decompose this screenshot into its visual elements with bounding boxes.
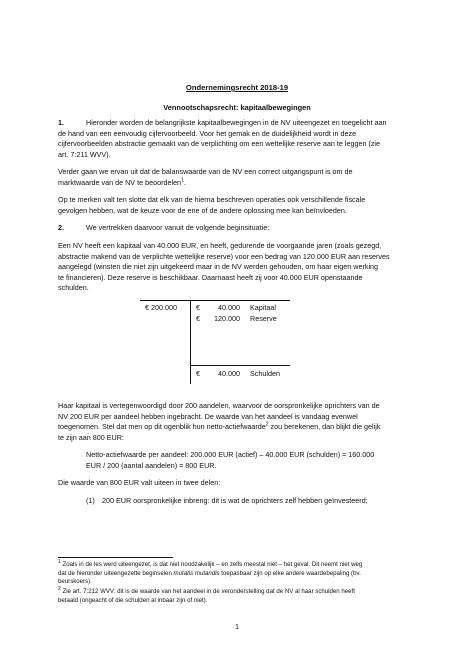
balance-row-1-currency: € (196, 303, 200, 312)
para-4-line-2: abstractie makend van de verplichte wettelijke reserve) voor een bedrag van 120.000 EUR aan reserves (58, 251, 390, 261)
para-2-line-1: Verder gaan we ervan uit dat de balanswaarde van de NV een correct uitgangspunt is om de (58, 167, 353, 176)
footnote-ref-2: 2 (265, 421, 269, 428)
footnote-2-line-1: $^2$ Zie art. 7:212 WVV: dit is de waarde van het aandeel in de veronderstelling dat de NV al haar schulden heeft (58, 585, 355, 595)
balance-row-1-amount: 40.000 (218, 303, 240, 312)
footnote-1-line-2: dat de hieronder uiteengezette beginselen mutatis mutandis toepasbaar zijn op elke andere waardebepaling (bv. (58, 569, 361, 577)
list-item-1-text: 200 EUR oorspronkelijke inbreng: dit is wat de oprichters zelf hebben geïnvesteerd; (102, 496, 368, 505)
footnote-1-line-3: beurskoers). (58, 578, 92, 586)
calc-line-1: Netto-actiefwaarde per aandeel: 200.000 EUR (actief) – 40.000 EUR (schulden) = 160.000 (86, 450, 375, 459)
para-6: Die waarde van 800 EUR valt uiteen in twee delen: (58, 478, 221, 487)
list-item-1-marker: (1) (86, 496, 95, 505)
section-1-line-4: art. 7:211 WVV). (58, 149, 111, 159)
balance-top-line (140, 300, 290, 301)
balance-divider (190, 300, 191, 384)
balance-row-1-label: Kapitaal (250, 303, 276, 312)
balance-row-3-label: Schulden (250, 369, 280, 378)
calc-line-2: EUR / 200 (aantal aandelen) = 800 EUR. (86, 460, 217, 470)
section-1-line-3: cijfervoorbeelden abstractie gemaakt van de verplichting om een wettelijke reserve aan te leggen (zie (58, 139, 381, 148)
document-title: Ondernemingsrecht 2018-19 (185, 83, 289, 92)
section-1-line-2: de hand van een eenvoudig cijfervoorbeeld. Voor het gemak en de duidelijkheid wordt in deze (58, 128, 357, 138)
para-3-line-1: Op te merken valt ten slotte dat elk van de hierna beschreven operaties ook verschillende fiscale (58, 195, 366, 204)
balance-subtotal-line (190, 365, 290, 366)
footnote-separator (58, 557, 173, 558)
section-2-heading: We vertrekken daarvoor vanuit de volgende beginsituatie: (86, 223, 270, 232)
footnote-2-line-2: betaald (ongeacht of die schulden al inbaar zijn of niet). (58, 596, 208, 604)
para-5-line-2: NV 200 EUR per aandeel hebben ingebracht. De waarde van het aandeel is vandaag evenwel (58, 411, 358, 421)
para-5-line-1: Haar kapitaal is vertegenwoordigd door 200 aandelen, waarvoor de oorspronkelijke oprichters van de (58, 401, 380, 410)
para-4-line-1: Een NV heeft een kapitaal van 40.000 EUR, en heeft, gedurende de voorgaande jaren (zoals gezegd, (58, 241, 382, 250)
balance-row-3-currency: € (196, 369, 200, 378)
para-5-line-3: toegenomen. Stel dat men op dit ogenblik hun netto-actiefwaarde$^2$ zou berekenen, dan blijkt die gelijk (58, 421, 381, 431)
para-3-line-2: gevolgen hebben, wat de keuze voor de ene of de andere oplossing mee kan beïnvloeden. (58, 205, 347, 215)
para-5-line-4: te zijn aan 800 EUR: (58, 432, 124, 442)
balance-assets: € 200.000 (145, 303, 177, 312)
document-subtitle: Vennootschapsrecht: kapitaalbewegingen (163, 103, 311, 112)
balance-row-2-label: Reserve (250, 314, 277, 323)
section-1-line-1: Hieronder worden de belangrijkste kapitaalbewegingen in de NV uiteengezet en toegelicht aan (86, 118, 387, 127)
para-4-line-5: schulden. (58, 283, 89, 292)
para-4-line-4: te financieren). Deze reserve is beschikbaar. Daarnaast heeft zij voor 40.000 EUR openstaande (58, 272, 363, 282)
para-4-line-3: aangelegd (winsten die niet zijn uitgekeerd maar in de NV werden gehouden, om haar eigen werking (58, 262, 379, 271)
section-2-number: 2. (58, 223, 64, 232)
balance-row-3-amount: 40.000 (218, 369, 240, 378)
page-number: 1 (235, 622, 239, 631)
footnote-ref-1: 1 (181, 177, 184, 184)
footnote-1-line-1: $^1$ Zoals in de les werd uiteengezet, is dat niet noodzakelijk – en zelfs meestal niet – het geval. Dit neemt niet weg (58, 558, 363, 568)
para-2-line-2: marktwaarde van de NV te beoordelen$^1$. (58, 177, 186, 187)
section-1-number: 1. (58, 118, 64, 127)
balance-row-2-currency: € (196, 314, 200, 323)
balance-row-2-amount: 120.000 (214, 314, 240, 323)
